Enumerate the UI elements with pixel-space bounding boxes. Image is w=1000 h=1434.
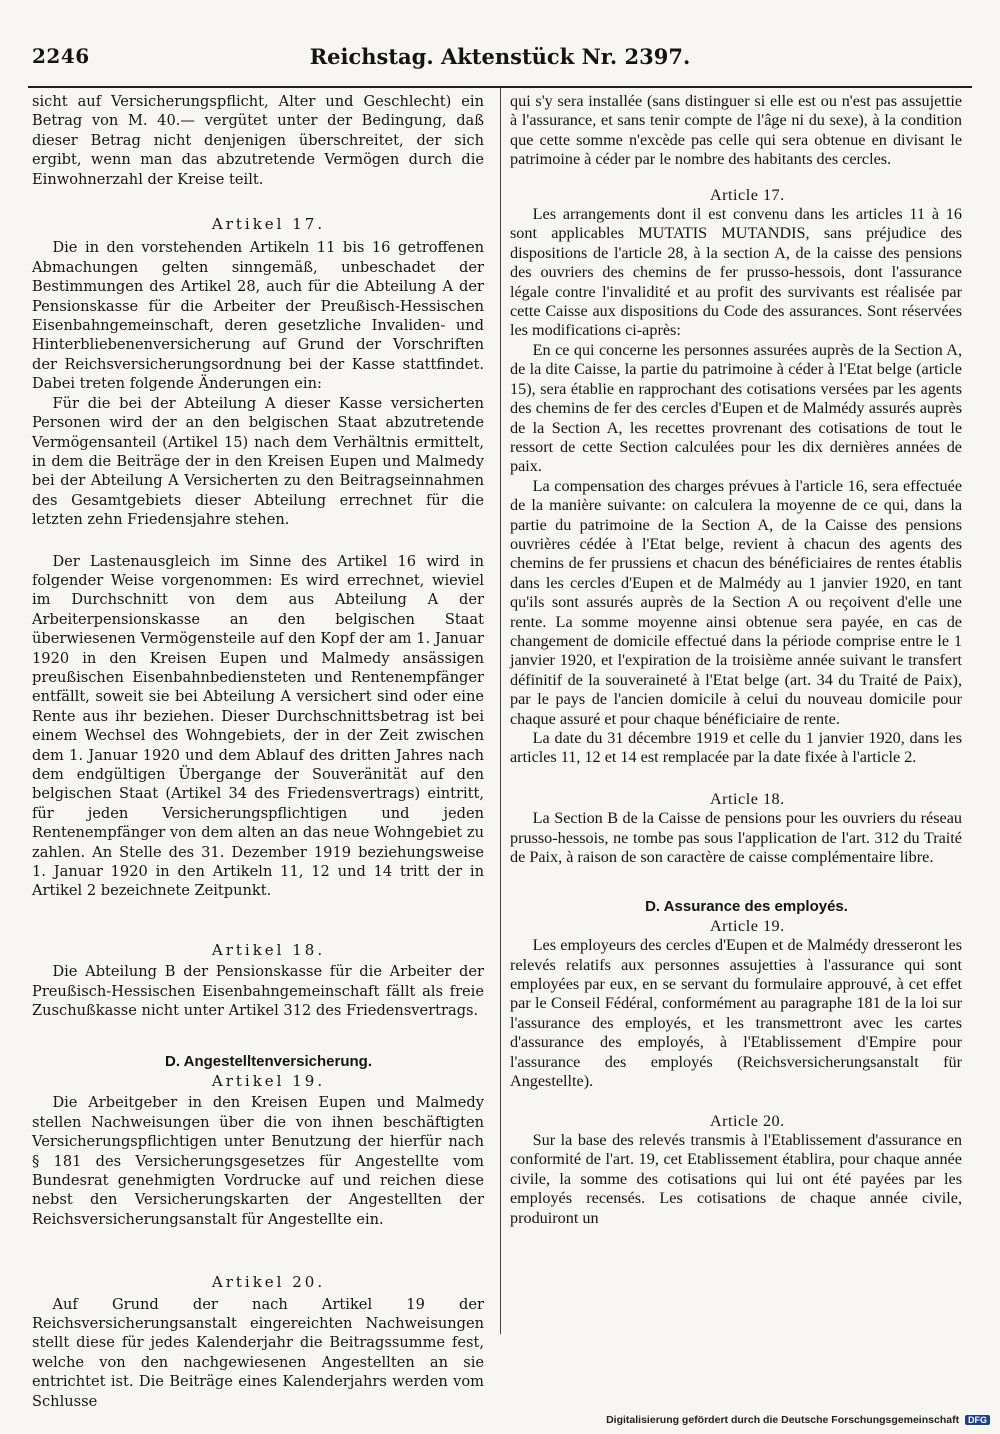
page-number: 2246 bbox=[32, 44, 90, 68]
section-heading: D. Assurance des employés. bbox=[645, 898, 848, 916]
paragraph: Die in den vorstehenden Artikeln 11 bis 16 getroffenen Abmachungen gelten sinngemäß, unbeschadet der Bestimmungen des Artikel 28, auch für die Abteilung A der Pensionskasse für die Arbeiter der Preußisch-Hessischen Eisenbahngemeinschaft, deren gesetzliche Invaliden- und Hinterbliebenenversicherung auf Grund der Vorschriften der Reichsversicherungsordnung bei der Kasse stattfindet. Dabei treten folgende Änderungen ein: bbox=[32, 239, 484, 393]
column-divider bbox=[500, 88, 501, 1334]
paragraph: La Section B de la Caisse de pensions pour les ouvriers du réseau prusso-hessois, ne tombe pas sous l'application de l'art. 312 du Traité de Paix, à raison de son caractère de caisse complémentaire libre. bbox=[510, 809, 962, 867]
paragraph: En ce qui concerne les personnes assurées auprès de la Section A, de la dite Caisse, la partie du patrimoine à céder à l'Etat belge (article 15), sera établie en rapprochant des cotisations versées par les agents des chemins de fer des cercles d'Eupen et de Malmédy assurés auprès de la Section A, les recettes provrenant des cotisations de tout le ressort de cette Section calculées pour les dix dernières années de paix. bbox=[510, 340, 962, 476]
paragraph: Für die bei der Abteilung A dieser Kasse versicherten Personen wird der an den belgischen Staat abzutretende Vermögensanteil (Artikel 15) nach dem Verhältnis ermittelt, in dem die Beiträge der in den Kreisen Eupen und Malmedy bei der Abteilung A Versicherten zu den Beitragseinnahmen des Gesamtgebiets dieser Abteilung errechnet für die letzten zehn Friedensjahre stehen. bbox=[32, 394, 484, 529]
article-heading: Article 18. bbox=[709, 789, 785, 808]
article-heading: Artikel 20. bbox=[211, 1273, 326, 1292]
paragraph: qui s'y sera installée (sans distinguer si elle est ou n'est pas assujettie à l'assurance, et sans tenir compte de l'âge ni du sexe), à la condition que cette somme n'excède pas celle qui sera obtenue en divisant le patrimoine à céder par le nombre des habitants des cercles. bbox=[510, 92, 962, 169]
german-column bbox=[32, 92, 484, 1411]
paragraph: Der Lastenausgleich im Sinne des Artikel 16 wird in folgender Weise vorgenommen: Es wird errechnet, wieviel im Durchschnitt von dem aus Abteilung A der Arbeiterpensionskasse an den belgischen Staat überwiesenen Vermögensteile auf den Kopf der am 1. Januar 1920 in den Kreisen Eupen und Malmedy ansässigen preußischen Eisenbahnbediensteten und Rentenempfänger entfällt, soweit sie bei Abteilung A versichert sind oder eine Rente aus ihr beziehen. Dieser Durchschnittsbetrag ist bei einem Wechsel des Wohngebiets, der in der Zeit zwischen dem 1. Januar 1920 und dem Ablauf des dritten Jahres nach dem endgültigen Übergange der Souveränität auf den belgischen Staat (Artikel 34 des Friedensvertrags) eintritt, für jeden Versicherungspflichtigen und jeden Rentenempfänger von dem alten an das neue Wohngebiet zu zahlen. An Stelle des 31. Dezember 1919 beziehungsweise 1. Januar 1920 in den Artikeln 11, 12 und 14 tritt der in Artikel 2 bezeichnete Zeitpunkt. bbox=[32, 552, 484, 900]
paragraph: Les arrangements dont il est convenu dans les articles 11 à 16 sont applicables MUTATIS MUTANDIS, sans préjudice des dispositions de l'article 28, à la section A, de la caisse des pensions des ouvriers des chemins de fer prusso-hessois, dont l'assurance légale contre l'invalidité et au profit des survivants est réalisée par cette Caisse aux dispositions du Code des assurances. Sont réservées les modifications ci-après: bbox=[510, 205, 962, 340]
article-heading: Artikel 17. bbox=[211, 215, 326, 234]
article-heading: Article 19. bbox=[709, 916, 785, 935]
running-title: Reichstag. Aktenstück Nr. 2397. bbox=[309, 44, 691, 69]
section-heading: D. Angestelltenversicherung. bbox=[165, 1053, 372, 1071]
article-heading: Artikel 19. bbox=[211, 1071, 326, 1090]
credit-text: Digitalisierung gefördert durch die Deutsche Forschungsgemeinschaft bbox=[606, 1414, 960, 1426]
paragraph: La date du 31 décembre 1919 et celle du 1 janvier 1920, dans les articles 11, 12 et 14 est remplacée par la date fixée à l'article 2. bbox=[510, 729, 962, 767]
paragraph: Die Abteilung B der Pensionskasse für die Arbeiter der Preußisch-Hessischen Eisenbahngemeinschaft fällt als freie Zuschußkasse nicht unter Artikel 312 des Friedensvertrags. bbox=[32, 963, 484, 1020]
paragraph: sicht auf Versicherungspflicht, Alter und Geschlecht) ein Betrag von M. 40.— vergütet unter der Bedingung, daß dieser Betrag nicht denjenigen überschreitet, der sich ergibt, wenn man das abzutretende Vermögen durch die Einwohnerzahl der Kreise teilt. bbox=[32, 93, 484, 188]
paragraph: Sur la base des relevés transmis à l'Etablissement d'assurance en conformité de l'art. 19, cet Etablissement établira, pour chaque année civile, la somme des cotisations qui lui ont été payées par les employés recensés. Les cotisations de chaque année civile, produiront un bbox=[510, 1130, 962, 1227]
article-heading: Article 20. bbox=[709, 1111, 785, 1130]
article-heading: Article 17. bbox=[709, 185, 785, 204]
paragraph: Auf Grund der nach Artikel 19 der Reichsversicherungsanstalt eingereichten Nachweisungen stellt diese für jedes Kalenderjahr die Beitragssumme fest, welche von den nachgewiesenen Angestellten an sie entrichtet ist. Die Beiträge eines Kalenderjahrs werden vom Schlusse bbox=[32, 1295, 484, 1410]
article-heading: Artikel 18. bbox=[211, 940, 326, 959]
page-header bbox=[28, 44, 972, 74]
paragraph: La compensation des charges prévues à l'article 16, sera effectuée de la manière suivante: on calculera la moyenne de ce qui, dans la partie du patrimoine de la Section A, de la Caisse des pensions ouvrières cédée à l'Etat belge, revient à chacun des agents des chemins de fer prussiens et chacun des bénéficiaires de rentes établis dans les cercles d'Eupen et de Malmédy au 1 janvier 1920, en tant qu'ils sont assurés auprès de la Section A ou reçoivent d'elle une rente. La somme moyenne ainsi obtenue sera payée, en cas de changement de domicile effectué dans la période comprise entre le 1 janvier 1920, et l'expiration de la troisième année suivant le transfert définitif de la souveraineté à l'Etat belge (art. 34 du Traité de Paix), par le pays de l'ancien domicile à celui du nouveau domicile pour chaque assuré et pour chaque bénéficiaire de rente. bbox=[510, 476, 962, 728]
paragraph: Les employeurs des cercles d'Eupen et de Malmédy dresseront les relevés relatifs aux personnes assujetties à l'assurance qui sont employées par eux, en se servant du formulaire approuvé, à cet effet par le Conseil Fédéral, conformément au paragraphe 181 de la loi sur l'assurance des employés, et les transmettront avec les cartes d'assurance des employés, à l'Etablissement d'Empire pour l'assurance des employés (Reichsversicherungsanstalt für Angestellte). bbox=[510, 936, 962, 1091]
dfg-logo: DFG bbox=[965, 1415, 990, 1425]
digitization-credit bbox=[606, 1414, 990, 1426]
paragraph: Die Arbeitgeber in den Kreisen Eupen und Malmedy stellen Nachweisungen über die von ihnen beschäftigten Versicherungspflichtigen unter Benutzung der hierfür nach § 181 des Versicherungsgesetzes für Angestellte vom Bundesrat genehmigten Vordrucke auf und reichen diese nebst den Versicherungskarten der Angestellten der Reichsversicherungsanstalt für Angestellte ein. bbox=[32, 1094, 484, 1228]
french-column bbox=[510, 92, 962, 1228]
